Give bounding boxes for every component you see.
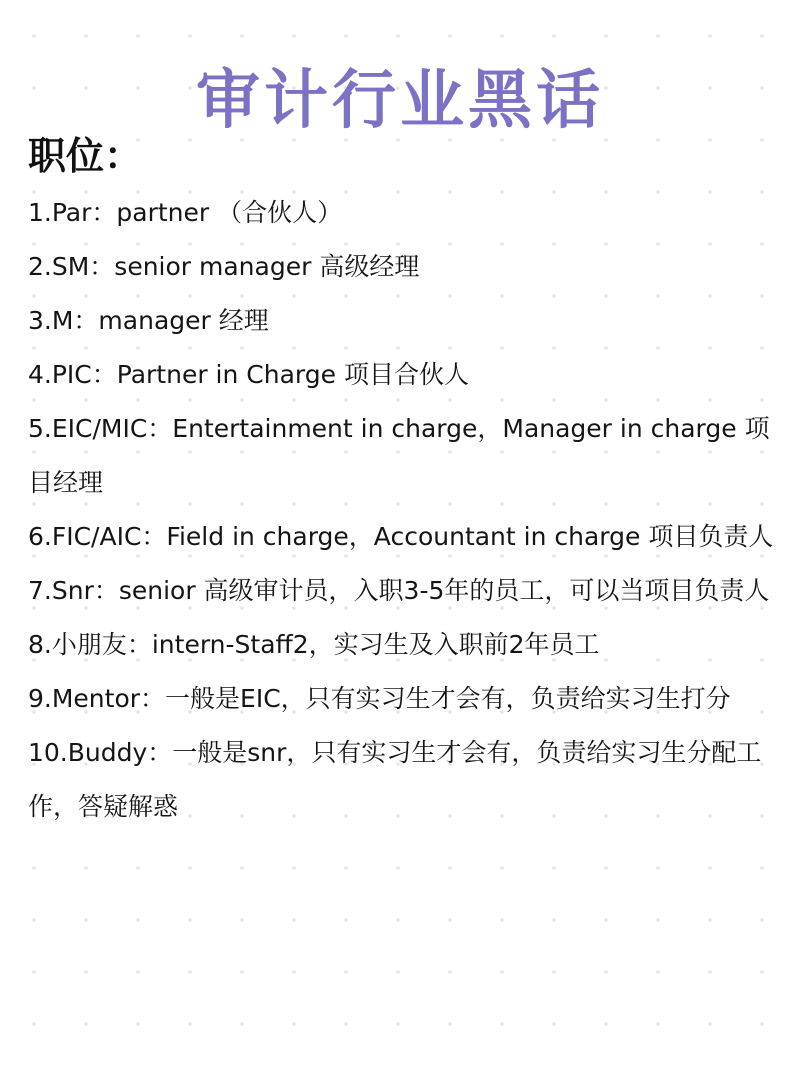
list-item: 1.Par：partner （合伙人） [28, 198, 343, 227]
list-item: 8.小朋友：intern-Staff2，实习生及入职前2年员工 [28, 630, 600, 659]
list-item: 7.Snr：senior 高级审计员，入职3-5年的员工，可以当项目负责人 [28, 576, 770, 605]
list-item: 9.Mentor：一般是EIC，只有实习生才会有，负责给实习生打分 [28, 684, 731, 713]
list-item: 10.Buddy：一般是snr，只有实习生才会有，负责给实习生分配工作，答疑解惑 [28, 738, 762, 821]
position-list [28, 186, 788, 834]
list-item: 4.PIC：Partner in Charge 项目合伙人 [28, 360, 469, 389]
page-title: 审计行业黑话 [196, 63, 604, 138]
list-item: 5.EIC/MIC：Entertainment in charge，Manager in charge 项目经理 [28, 414, 770, 497]
list-item: 3.M：manager 经理 [28, 306, 269, 335]
list-item: 2.SM：senior manager 高级经理 [28, 252, 420, 281]
section-heading: 职位： [28, 134, 143, 178]
list-item: 6.FIC/AIC：Field in charge，Accountant in charge 项目负责人 [28, 522, 774, 551]
